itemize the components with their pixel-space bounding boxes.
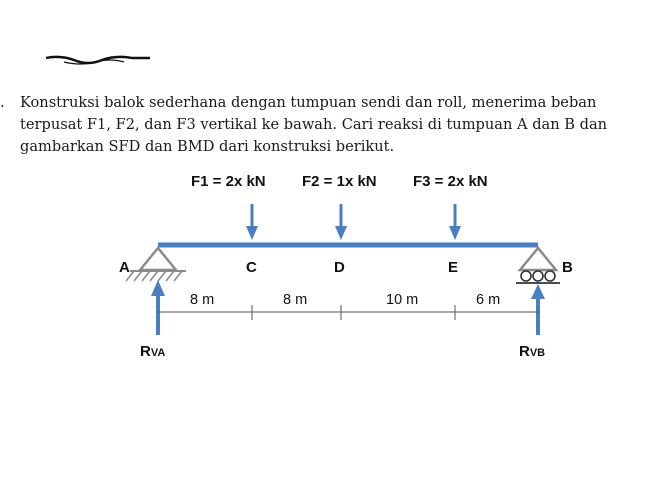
point-label-c: C bbox=[246, 259, 257, 276]
problem-line-2: terpusat F1, F2, dan F3 vertikal ke bawah. Cari reaksi di tumpuan A dan B dan bbox=[20, 116, 608, 133]
span-label-eb: 6 m bbox=[476, 292, 501, 308]
decorative-squiggle bbox=[46, 57, 150, 64]
point-label-b: B bbox=[562, 259, 573, 276]
load-arrow-f1 bbox=[246, 204, 258, 240]
reaction-arrow-a bbox=[151, 280, 165, 335]
span-label-de: 10 m bbox=[386, 292, 419, 308]
problem-number: . bbox=[0, 94, 5, 111]
load-label-f3: F3 = 2x kN bbox=[413, 173, 488, 190]
problem-line-3: gambarkan SFD dan BMD dari konstruksi berikut. bbox=[20, 138, 395, 155]
span-label-cd: 8 m bbox=[283, 292, 308, 308]
reaction-label-a: RVA bbox=[140, 343, 166, 360]
point-label-e: E bbox=[448, 259, 459, 276]
problem-line-1: Konstruksi balok sederhana dengan tumpuan sendi dan roll, menerima beban bbox=[20, 94, 597, 111]
load-arrow-f2 bbox=[335, 204, 347, 240]
pin-support-a bbox=[126, 248, 186, 281]
load-arrow-f3 bbox=[449, 204, 461, 240]
point-label-d: D bbox=[334, 259, 345, 276]
load-label-f2: F2 = 1x kN bbox=[302, 173, 377, 190]
reaction-arrow-b bbox=[531, 284, 545, 335]
point-label-a: A bbox=[119, 259, 130, 276]
reaction-label-b: RVB bbox=[519, 343, 546, 360]
roller-support-b bbox=[516, 248, 560, 283]
load-label-f1: F1 = 2x kN bbox=[191, 173, 266, 190]
problem-text bbox=[20, 92, 640, 158]
span-label-ac: 8 m bbox=[190, 292, 215, 308]
